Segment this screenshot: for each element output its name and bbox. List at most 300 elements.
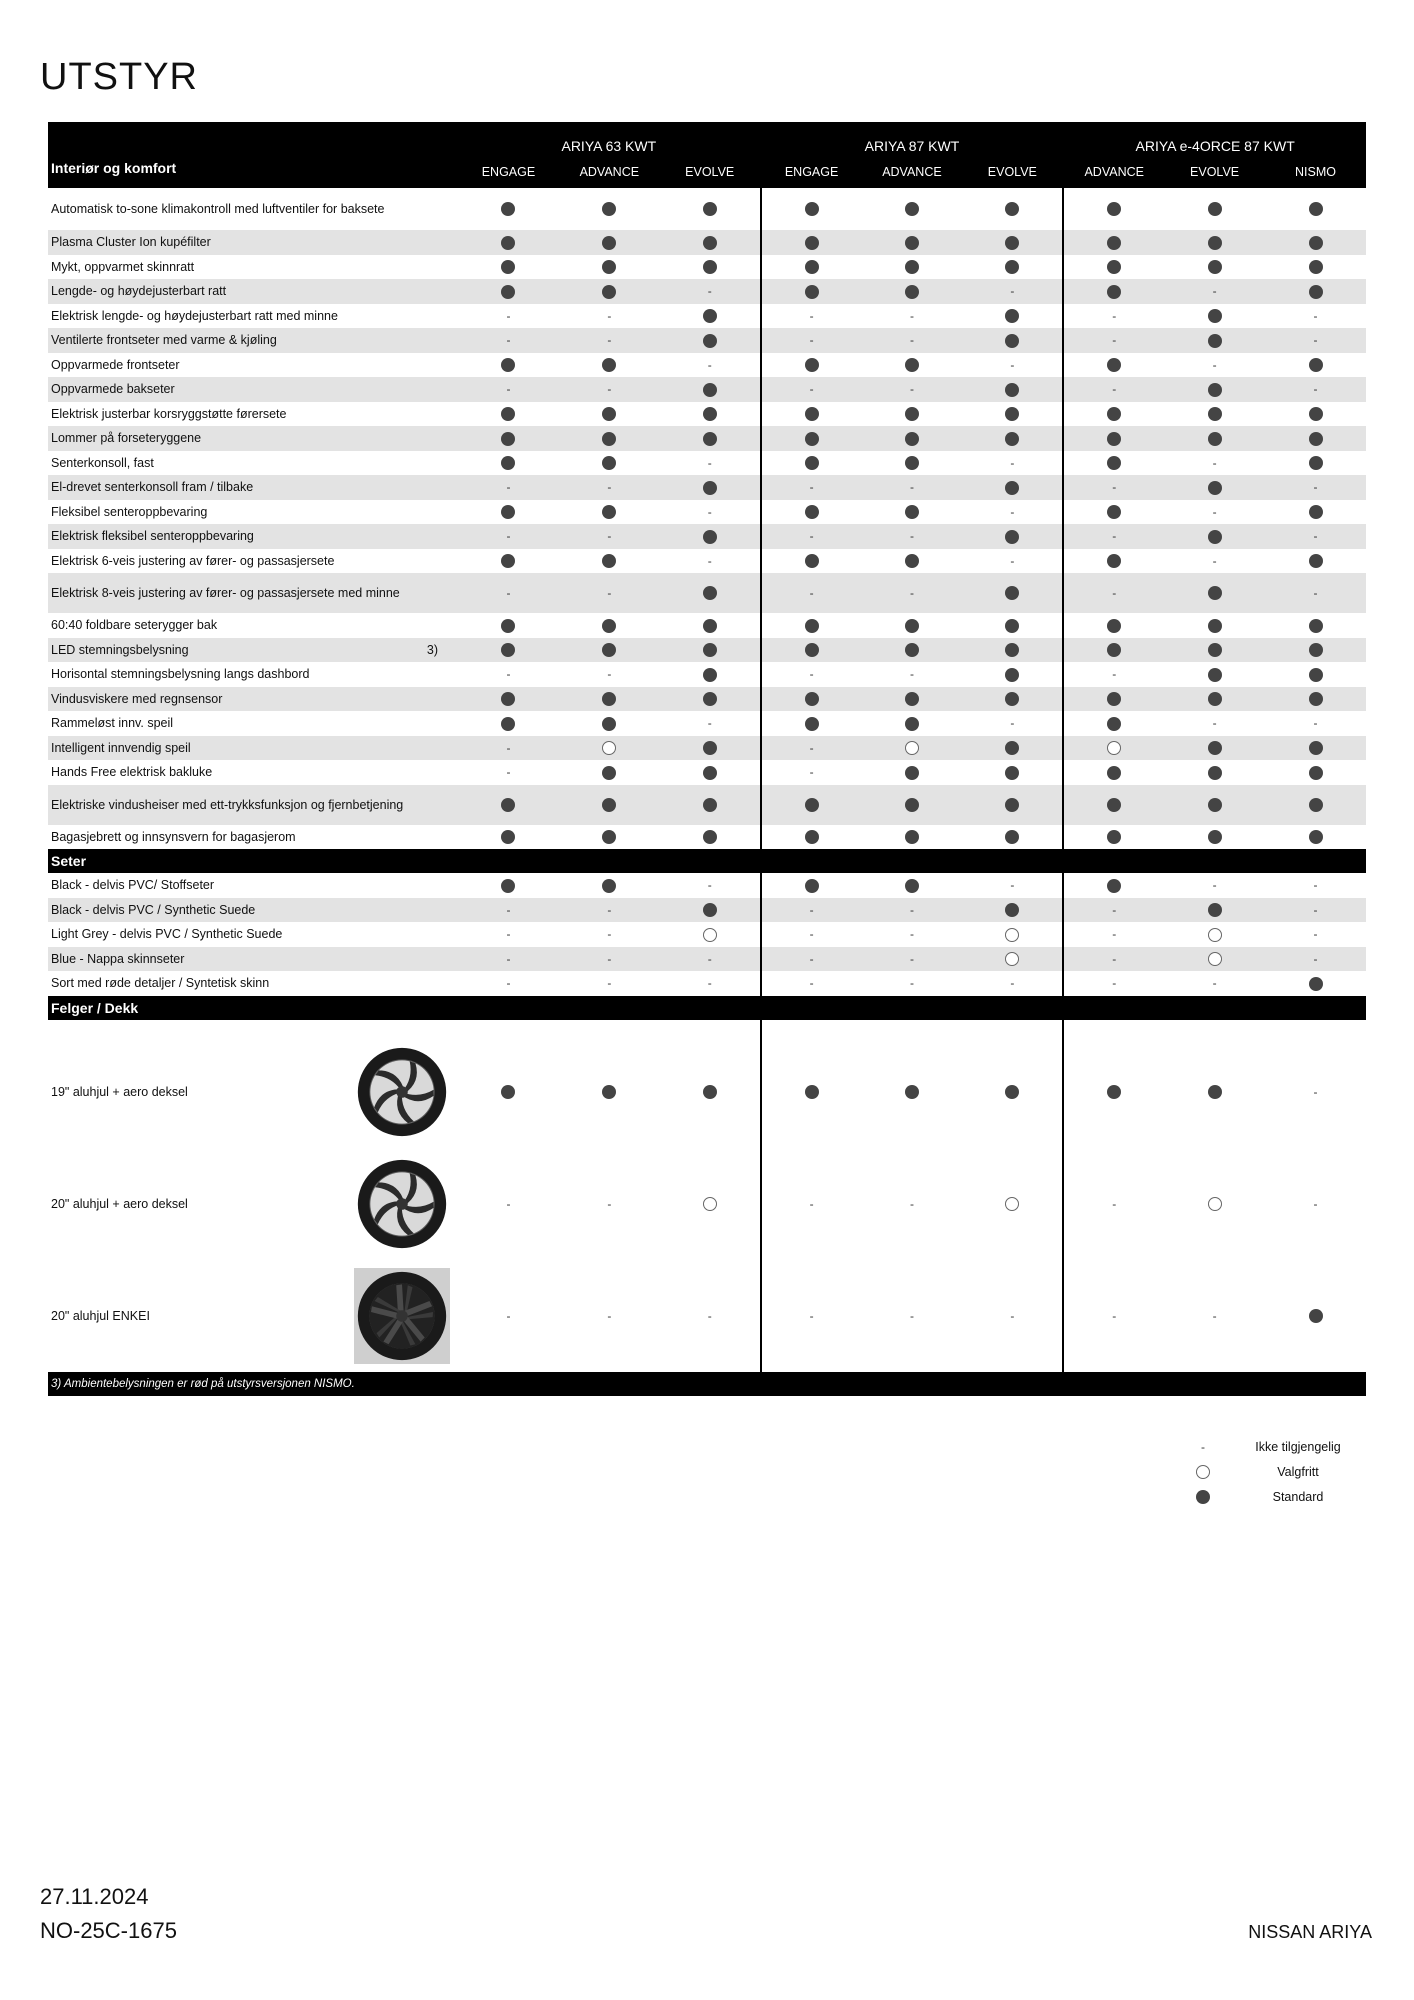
- value-cell: [458, 279, 559, 304]
- standard-dot-icon: [1005, 407, 1019, 421]
- feature-cell: [48, 825, 458, 850]
- feature-label: Automatisk to-sone klimakontroll med luftventiler for baksete: [51, 202, 385, 216]
- feature-label: Elektrisk justerbar korsryggstøtte førersete: [51, 406, 287, 421]
- value-cell: [962, 451, 1063, 476]
- value-cell: [559, 785, 660, 825]
- value-cell: [962, 304, 1063, 329]
- not-available-dash-icon: -: [1313, 927, 1318, 942]
- value-cell: [660, 638, 761, 663]
- standard-dot-icon: [905, 456, 919, 470]
- value-cell: [660, 711, 761, 736]
- feature-cell: [48, 1036, 458, 1148]
- value-cell: [1063, 255, 1164, 280]
- standard-dot-icon: [703, 798, 717, 812]
- standard-dot-icon: [703, 830, 717, 844]
- feature-cell: [48, 188, 458, 230]
- feature-label: Sort med røde detaljer / Syntetisk skinn: [51, 976, 270, 991]
- standard-dot-icon: [1309, 407, 1323, 421]
- value-cell: [761, 662, 862, 687]
- value-cell: [962, 760, 1063, 785]
- standard-dot-icon: [1107, 766, 1121, 780]
- standard-dot-icon: [805, 358, 819, 372]
- standard-dot-icon: [805, 830, 819, 844]
- value-cell: [660, 500, 761, 525]
- standard-dot-icon: [703, 481, 717, 495]
- value-cell: [1063, 328, 1164, 353]
- trim-header: EVOLVE: [1164, 156, 1265, 188]
- feature-cell: [48, 255, 458, 280]
- standard-dot-icon: [805, 643, 819, 657]
- value-cell: [1063, 638, 1164, 663]
- feature-label: Light Grey - delvis PVC / Synthetic Suede: [51, 927, 283, 942]
- standard-dot-icon: [501, 1085, 515, 1099]
- value-cell: [1265, 255, 1366, 280]
- value-cell: [761, 377, 862, 402]
- aero-wheel-19-icon: [354, 1044, 450, 1140]
- footer-code: NO-25C-1675: [40, 1918, 177, 1943]
- standard-dot-icon: [1196, 1490, 1210, 1504]
- standard-dot-icon: [1208, 334, 1222, 348]
- value-cell: [559, 873, 660, 898]
- not-available-dash-icon: -: [1010, 553, 1015, 568]
- value-cell: [559, 825, 660, 850]
- not-available-dash-icon: -: [1313, 308, 1318, 323]
- not-available-dash-icon: -: [607, 976, 612, 991]
- value-cell: [559, 475, 660, 500]
- trim-header: ENGAGE: [458, 156, 559, 188]
- value-cell: [559, 711, 660, 736]
- feature-label: Elektrisk 6-veis justering av fører- og passasjersete: [51, 553, 335, 568]
- footer-brand: NISSAN ARIYA: [1248, 1922, 1372, 1942]
- value-cell: [862, 573, 963, 613]
- value-cell: [862, 524, 963, 549]
- not-available-dash-icon: -: [607, 529, 612, 544]
- value-cell: [862, 230, 963, 255]
- value-cell: [1265, 613, 1366, 638]
- feature-cell: [48, 898, 458, 923]
- standard-dot-icon: [805, 202, 819, 216]
- value-cell: [862, 426, 963, 451]
- legend-label: Ikke tilgjengelig: [1255, 1439, 1341, 1454]
- value-cell: [761, 426, 862, 451]
- table-row: [48, 922, 1366, 947]
- table-row: [48, 971, 1366, 996]
- value-cell: [1164, 971, 1265, 996]
- value-cell: [962, 573, 1063, 613]
- standard-dot-icon: [1005, 236, 1019, 250]
- not-available-dash-icon: -: [1212, 716, 1217, 731]
- standard-dot-icon: [1107, 407, 1121, 421]
- not-available-dash-icon: -: [506, 382, 511, 397]
- value-cell: [761, 573, 862, 613]
- standard-dot-icon: [1309, 692, 1323, 706]
- not-available-dash-icon: -: [1212, 1308, 1217, 1323]
- value-cell: [862, 549, 963, 574]
- value-cell: [1164, 825, 1265, 850]
- value-cell: [1063, 500, 1164, 525]
- standard-dot-icon: [1309, 643, 1323, 657]
- value-cell: [660, 377, 761, 402]
- value-cell: [660, 1148, 761, 1260]
- standard-dot-icon: [905, 692, 919, 706]
- standard-dot-icon: [501, 432, 515, 446]
- value-cell: [761, 524, 862, 549]
- standard-dot-icon: [905, 1085, 919, 1099]
- standard-dot-icon: [1309, 260, 1323, 274]
- value-cell: [962, 402, 1063, 427]
- optional-circle-icon: [703, 1197, 717, 1211]
- not-available-dash-icon: -: [1010, 1308, 1015, 1323]
- value-cell: [660, 947, 761, 972]
- value-cell: [660, 188, 761, 230]
- standard-dot-icon: [1309, 741, 1323, 755]
- standard-dot-icon: [602, 285, 616, 299]
- not-available-dash-icon: -: [1112, 667, 1117, 682]
- value-cell: [660, 451, 761, 476]
- not-available-dash-icon: -: [506, 951, 511, 966]
- optional-circle-icon: [1107, 741, 1121, 755]
- standard-dot-icon: [905, 285, 919, 299]
- value-cell: [559, 1148, 660, 1260]
- value-cell: [1265, 898, 1366, 923]
- not-available-dash-icon: -: [707, 976, 712, 991]
- table-row: [48, 524, 1366, 549]
- feature-label: Oppvarmede bakseter: [51, 382, 175, 397]
- value-cell: [1164, 353, 1265, 378]
- value-cell: [862, 377, 963, 402]
- not-available-dash-icon: -: [809, 586, 814, 600]
- value-cell: [458, 255, 559, 280]
- value-cell: [962, 377, 1063, 402]
- not-available-dash-icon: -: [1212, 455, 1217, 470]
- value-cell: [1164, 377, 1265, 402]
- table-row: [48, 500, 1366, 525]
- feature-label: 20" aluhjul ENKEI: [51, 1308, 150, 1323]
- value-cell: [761, 785, 862, 825]
- standard-dot-icon: [805, 407, 819, 421]
- feature-label: Elektrisk 8-veis justering av fører- og passasjersete med minne: [51, 586, 400, 600]
- not-available-dash-icon: -: [607, 1308, 612, 1323]
- standard-dot-icon: [1107, 432, 1121, 446]
- standard-dot-icon: [1005, 643, 1019, 657]
- value-cell: [862, 898, 963, 923]
- not-available-dash-icon: -: [1313, 333, 1318, 348]
- value-cell: [1063, 353, 1164, 378]
- not-available-dash-icon: -: [1112, 1308, 1117, 1323]
- value-cell: [660, 873, 761, 898]
- not-available-dash-icon: -: [1201, 1439, 1205, 1454]
- not-available-dash-icon: -: [1010, 716, 1015, 731]
- not-available-dash-icon: -: [607, 1196, 612, 1211]
- not-available-dash-icon: -: [607, 333, 612, 348]
- standard-dot-icon: [703, 236, 717, 250]
- not-available-dash-icon: -: [1212, 504, 1217, 519]
- feature-cell: [48, 736, 458, 761]
- feature-cell: [48, 304, 458, 329]
- value-cell: [862, 760, 963, 785]
- value-cell: [1265, 662, 1366, 687]
- standard-dot-icon: [1208, 586, 1222, 600]
- value-cell: [862, 475, 963, 500]
- value-cell: [458, 500, 559, 525]
- standard-dot-icon: [805, 432, 819, 446]
- standard-dot-icon: [1208, 766, 1222, 780]
- group-header-63: ARIYA 63 KWT: [458, 122, 761, 156]
- legend-label: Valgfritt: [1277, 1464, 1319, 1479]
- feature-label: Black - delvis PVC / Synthetic Suede: [51, 902, 256, 917]
- standard-dot-icon: [905, 407, 919, 421]
- value-cell: [1164, 500, 1265, 525]
- feature-cell: [48, 760, 458, 785]
- value-cell: [559, 573, 660, 613]
- not-available-dash-icon: -: [1010, 504, 1015, 519]
- standard-dot-icon: [805, 260, 819, 274]
- footnote-ref: 3): [426, 642, 439, 657]
- not-available-dash-icon: -: [809, 1308, 814, 1323]
- optional-circle-icon: [602, 741, 616, 755]
- value-cell: [962, 549, 1063, 574]
- not-available-dash-icon: -: [809, 308, 814, 323]
- feature-label: Senterkonsoll, fast: [51, 455, 154, 470]
- feature-label: Fleksibel senteroppbevaring: [51, 504, 208, 519]
- value-cell: [458, 638, 559, 663]
- standard-dot-icon: [501, 358, 515, 372]
- value-cell: [458, 971, 559, 996]
- not-available-dash-icon: -: [707, 716, 712, 731]
- table-row: [48, 402, 1366, 427]
- not-available-dash-icon: -: [809, 951, 814, 966]
- standard-dot-icon: [1208, 798, 1222, 812]
- legend-symbol: [1190, 1489, 1216, 1504]
- standard-dot-icon: [703, 643, 717, 657]
- value-cell: [559, 426, 660, 451]
- value-cell: [962, 188, 1063, 230]
- value-cell: [1164, 947, 1265, 972]
- not-available-dash-icon: -: [506, 333, 511, 348]
- value-cell: [1265, 377, 1366, 402]
- not-available-dash-icon: -: [809, 1196, 814, 1211]
- standard-dot-icon: [1208, 260, 1222, 274]
- feature-label: Oppvarmede frontseter: [51, 357, 180, 372]
- value-cell: [1265, 279, 1366, 304]
- value-cell: [559, 549, 660, 574]
- value-cell: [761, 451, 862, 476]
- value-cell: [1164, 687, 1265, 712]
- value-cell: [660, 662, 761, 687]
- feature-label: Black - delvis PVC/ Stoffseter: [51, 878, 215, 893]
- not-available-dash-icon: -: [909, 667, 914, 682]
- optional-circle-icon: [1005, 1197, 1019, 1211]
- feature-cell: [48, 1260, 458, 1372]
- not-available-dash-icon: -: [809, 333, 814, 348]
- value-cell: [1063, 230, 1164, 255]
- table-row: [48, 549, 1366, 574]
- standard-dot-icon: [1005, 619, 1019, 633]
- not-available-dash-icon: -: [506, 529, 511, 544]
- not-available-dash-icon: -: [707, 455, 712, 470]
- value-cell: [962, 524, 1063, 549]
- footer-date: 27.11.2024: [40, 1884, 149, 1909]
- trim-header: NISMO: [1265, 156, 1366, 188]
- value-cell: [962, 898, 1063, 923]
- standard-dot-icon: [501, 202, 515, 216]
- spacer-cell: [761, 1020, 862, 1036]
- optional-circle-icon: [703, 928, 717, 942]
- standard-dot-icon: [1005, 903, 1019, 917]
- value-cell: [559, 971, 660, 996]
- feature-label: Elektriske vindusheiser med ett-trykksfunksjon og fjernbetjening: [51, 797, 404, 812]
- standard-dot-icon: [1208, 236, 1222, 250]
- standard-dot-icon: [1107, 456, 1121, 470]
- feature-cell: [48, 922, 458, 947]
- value-cell: [862, 785, 963, 825]
- standard-dot-icon: [501, 285, 515, 299]
- table-row: [48, 825, 1366, 850]
- value-cell: [761, 687, 862, 712]
- value-cell: [458, 402, 559, 427]
- standard-dot-icon: [805, 879, 819, 893]
- value-cell: [1265, 711, 1366, 736]
- value-cell: [660, 898, 761, 923]
- value-cell: [1063, 687, 1164, 712]
- standard-dot-icon: [703, 530, 717, 544]
- trim-header-row: [48, 156, 1366, 188]
- value-cell: [458, 760, 559, 785]
- value-cell: [660, 549, 761, 574]
- feature-label: Lengde- og høydejusterbart ratt: [51, 284, 227, 299]
- feature-cell: [48, 500, 458, 525]
- not-available-dash-icon: -: [707, 284, 712, 299]
- standard-dot-icon: [1107, 202, 1121, 216]
- spacer-cell: [1063, 1020, 1164, 1036]
- value-cell: [1063, 279, 1164, 304]
- value-cell: [1265, 451, 1366, 476]
- feature-label: 60:40 foldbare seterygger bak: [51, 618, 218, 633]
- standard-dot-icon: [1309, 1309, 1323, 1323]
- legend-label: Standard: [1272, 1489, 1324, 1504]
- value-cell: [761, 873, 862, 898]
- feature-cell: [48, 947, 458, 972]
- value-cell: [1265, 353, 1366, 378]
- not-available-dash-icon: -: [506, 765, 511, 780]
- value-cell: [1265, 1148, 1366, 1260]
- not-available-dash-icon: -: [1313, 529, 1318, 544]
- feature-cell: [48, 230, 458, 255]
- value-cell: [862, 451, 963, 476]
- value-cell: [1164, 1260, 1265, 1372]
- value-cell: [862, 638, 963, 663]
- not-available-dash-icon: -: [607, 382, 612, 397]
- value-cell: [962, 736, 1063, 761]
- table-row: [48, 304, 1366, 329]
- value-cell: [862, 971, 963, 996]
- value-cell: [559, 188, 660, 230]
- standard-dot-icon: [703, 741, 717, 755]
- value-cell: [559, 255, 660, 280]
- value-cell: [1063, 662, 1164, 687]
- standard-dot-icon: [1005, 766, 1019, 780]
- standard-dot-icon: [805, 717, 819, 731]
- not-available-dash-icon: -: [909, 951, 914, 966]
- standard-dot-icon: [602, 619, 616, 633]
- wheel-row: [48, 1036, 1366, 1148]
- value-cell: [1265, 328, 1366, 353]
- standard-dot-icon: [905, 766, 919, 780]
- standard-dot-icon: [905, 798, 919, 812]
- value-cell: [1265, 1036, 1366, 1148]
- standard-dot-icon: [1309, 766, 1323, 780]
- value-cell: [660, 613, 761, 638]
- standard-dot-icon: [905, 554, 919, 568]
- value-cell: [559, 638, 660, 663]
- not-available-dash-icon: -: [1112, 927, 1117, 942]
- value-cell: [962, 500, 1063, 525]
- standard-dot-icon: [1208, 619, 1222, 633]
- standard-dot-icon: [905, 358, 919, 372]
- value-cell: [660, 402, 761, 427]
- legend: [1190, 1434, 1380, 1509]
- value-cell: [458, 785, 559, 825]
- value-cell: [761, 736, 862, 761]
- not-available-dash-icon: -: [909, 1196, 914, 1211]
- table-row: [48, 475, 1366, 500]
- value-cell: [1265, 188, 1366, 230]
- value-cell: [1265, 971, 1366, 996]
- value-cell: [458, 947, 559, 972]
- value-cell: [559, 279, 660, 304]
- standard-dot-icon: [1107, 1085, 1121, 1099]
- value-cell: [1164, 662, 1265, 687]
- standard-dot-icon: [1107, 830, 1121, 844]
- feature-cell: [48, 353, 458, 378]
- value-cell: [1164, 524, 1265, 549]
- not-available-dash-icon: -: [1112, 586, 1117, 600]
- not-available-dash-icon: -: [1212, 976, 1217, 991]
- standard-dot-icon: [703, 334, 717, 348]
- not-available-dash-icon: -: [909, 1308, 914, 1323]
- value-cell: [458, 662, 559, 687]
- not-available-dash-icon: -: [809, 480, 814, 495]
- value-cell: [862, 1148, 963, 1260]
- value-cell: [1265, 573, 1366, 613]
- value-cell: [1164, 613, 1265, 638]
- value-cell: [962, 279, 1063, 304]
- optional-circle-icon: [1196, 1465, 1210, 1479]
- value-cell: [1063, 1260, 1164, 1372]
- equipment-table: [48, 122, 1366, 1396]
- value-cell: [761, 188, 862, 230]
- table-row: [48, 328, 1366, 353]
- value-cell: [1063, 947, 1164, 972]
- not-available-dash-icon: -: [1212, 357, 1217, 372]
- feature-cell: [48, 426, 458, 451]
- standard-dot-icon: [703, 903, 717, 917]
- value-cell: [660, 475, 761, 500]
- value-cell: [1265, 922, 1366, 947]
- section-interior-title: Interiør og komfort: [48, 156, 458, 188]
- value-cell: [862, 947, 963, 972]
- standard-dot-icon: [703, 260, 717, 274]
- value-cell: [458, 188, 559, 230]
- value-cell: [660, 328, 761, 353]
- standard-dot-icon: [805, 798, 819, 812]
- group-header-row: [48, 122, 1366, 156]
- standard-dot-icon: [703, 432, 717, 446]
- standard-dot-icon: [703, 407, 717, 421]
- value-cell: [660, 971, 761, 996]
- value-cell: [559, 353, 660, 378]
- value-cell: [660, 736, 761, 761]
